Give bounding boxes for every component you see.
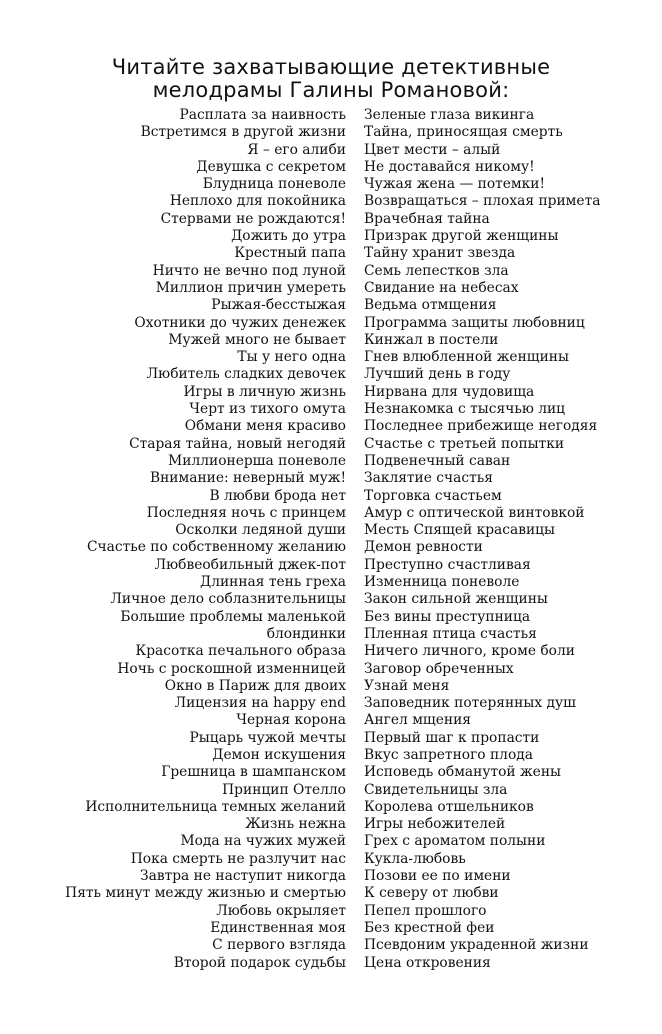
book-title: Принцип Отелло	[222, 781, 346, 798]
page-heading	[0, 56, 662, 102]
book-title: С первого взгляда	[212, 937, 346, 954]
book-title: Любитель сладких девочек	[146, 366, 346, 383]
book-title: Крестный папа	[234, 245, 346, 262]
book-title: Грех с ароматом полыни	[364, 833, 546, 850]
book-title: Ночь с роскошной изменницей	[117, 660, 346, 677]
book-title: Заповедник потерянных душ	[364, 695, 576, 712]
book-title: Семь лепестков зла	[364, 262, 509, 279]
book-title: Свидетельницы зла	[364, 781, 508, 798]
book-title: Осколки ледяной души	[175, 522, 346, 539]
book-title: В любви брода нет	[209, 487, 346, 504]
book-title: Жизнь нежна	[245, 816, 346, 833]
book-title: Кинжал в постели	[364, 331, 499, 348]
book-title: Ангел мщения	[364, 712, 472, 729]
book-title: Красотка печального образа	[135, 643, 346, 660]
book-title: Я – его алиби	[247, 141, 346, 158]
book-title: Призрак другой женщины	[364, 228, 559, 245]
book-title: Мужей много не бывает	[168, 331, 346, 348]
book-title: Счастье с третьей попытки	[364, 435, 565, 452]
book-title: Грешница в шампанском	[161, 764, 346, 781]
book-title: Вкус запретного плода	[364, 746, 533, 763]
book-title: Завтра не наступит никогда	[140, 868, 346, 885]
book-title: Игры небожителей	[364, 816, 506, 833]
book-title: Ничто не вечно под луной	[152, 262, 346, 279]
book-title: Последняя ночь с принцем	[146, 504, 346, 521]
book-title: Тайна, приносящая смерть	[364, 124, 563, 141]
book-title: Псевдоним украденной жизни	[364, 937, 589, 954]
book-title: Гнев влюбленной женщины	[364, 349, 569, 366]
book-title: Любовь окрыляет	[216, 902, 346, 919]
book-title: Обмани меня красиво	[184, 418, 346, 435]
book-title: Миллион причин умереть	[155, 279, 346, 296]
book-title: Миллионерша поневоле	[168, 452, 346, 469]
book-title: Счастье по собственному желанию	[86, 539, 346, 556]
book-title: Дожить до утра	[231, 228, 346, 245]
book-title: Личное дело соблазнительницы	[110, 591, 346, 608]
book-title: Закон сильной женщины	[364, 591, 548, 608]
book-title: Зеленые глаза викинга	[364, 107, 535, 123]
book-title: Лицензия на happy end	[174, 695, 346, 712]
heading-line-1: Читайте захватывающие детективные	[111, 55, 551, 79]
book-title: Окно в Париж для двоих	[164, 677, 346, 694]
book-title: Позови ее по имени	[364, 868, 511, 885]
book-title: Черная корона	[236, 712, 346, 729]
book-title: Рыцарь чужой мечты	[189, 729, 346, 746]
book-title: Незнакомка с тысячью лиц	[364, 401, 566, 418]
book-title: Пепел прошлого	[364, 902, 487, 919]
book-title: Не доставайся никому!	[364, 158, 535, 175]
book-title: Без вины преступница	[364, 608, 531, 625]
book-title: Старая тайна, новый негодяй	[129, 435, 346, 452]
heading-line-2: мелодрамы Галины Романовой:	[152, 78, 510, 102]
book-title: Длинная тень греха	[199, 574, 346, 591]
book-title: Цвет мести – алый	[364, 141, 501, 158]
right-title-column	[364, 107, 600, 972]
book-title: Черт из тихого омута	[189, 401, 346, 418]
book-title: Демон искушения	[212, 746, 346, 763]
book-title: Чужая жена — потемки!	[364, 176, 546, 193]
book-title: Стервами не рождаются!	[160, 210, 346, 227]
book-title: Ты у него одна	[237, 349, 346, 366]
book-title: Врачебная тайна	[364, 210, 490, 227]
book-title: Внимание: неверный муж!	[149, 470, 346, 487]
book-title: Возвращаться – плохая примета	[364, 193, 601, 210]
book-title: Торговка счастьем	[364, 487, 502, 504]
book-title: Ведьма отмщения	[364, 297, 497, 314]
book-title: Демон ревности	[364, 539, 483, 556]
book-title: Единственная моя	[210, 919, 346, 936]
book-title: Охотники до чужих денежек	[134, 314, 346, 331]
book-title: Амур с оптической винтовкой	[364, 504, 585, 521]
book-title: Месть Спящей красавицы	[364, 522, 556, 539]
book-title: Подвенечный саван	[364, 452, 511, 469]
book-title: блондинки	[266, 625, 346, 642]
book-title: Нирвана для чудовища	[364, 383, 535, 400]
book-title: Большие проблемы маленькой	[120, 608, 346, 625]
book-title: Лучший день в году	[364, 366, 511, 383]
book-title: К северу от любви	[364, 885, 499, 902]
book-title: Программа защиты любовниц	[364, 314, 585, 331]
book-title: Кукла-любовь	[364, 850, 466, 867]
book-title: Любвеобильный джек-пот	[154, 556, 346, 573]
book-title: Преступно счастливая	[364, 556, 531, 573]
book-title: Последнее прибежище негодяя	[364, 418, 598, 435]
book-title: Рыжая-бесстыжая	[211, 297, 346, 314]
book-title: Встретимся в другой жизни	[140, 124, 346, 141]
book-title: Пять минут между жизнью и смертью	[65, 885, 346, 902]
book-title: Ничего личного, кроме боли	[364, 643, 575, 660]
book-title: Королева отшельников	[364, 798, 534, 815]
book-title: Узнай меня	[364, 677, 450, 694]
book-title: Первый шаг к пропасти	[364, 729, 540, 746]
book-title: Пленная птица счастья	[364, 625, 537, 642]
book-title: Заговор обреченных	[364, 660, 514, 677]
book-title: Блудница поневоле	[202, 176, 346, 193]
book-title: Заклятие счастья	[364, 470, 493, 487]
left-title-column	[65, 107, 346, 972]
book-title: Изменница поневоле	[364, 574, 520, 591]
book-title: Без крестной феи	[364, 919, 495, 936]
book-title: Исполнительница темных желаний	[85, 798, 346, 815]
book-title: Свидание на небесах	[364, 279, 519, 296]
book-title: Игры в личную жизнь	[183, 383, 346, 400]
book-title: Девушка с секретом	[196, 158, 346, 175]
book-title: Тайну хранит звезда	[364, 245, 516, 262]
book-title: Второй подарок судьбы	[173, 954, 346, 971]
book-title: Мода на чужих мужей	[180, 833, 346, 850]
book-title: Расплата за наивность	[179, 107, 346, 123]
book-title: Неплохо для покойника	[169, 193, 346, 210]
book-title: Пока смерть не разлучит нас	[130, 850, 346, 867]
book-title: Цена откровения	[364, 954, 491, 971]
book-title: Исповедь обманутой жены	[364, 764, 562, 781]
